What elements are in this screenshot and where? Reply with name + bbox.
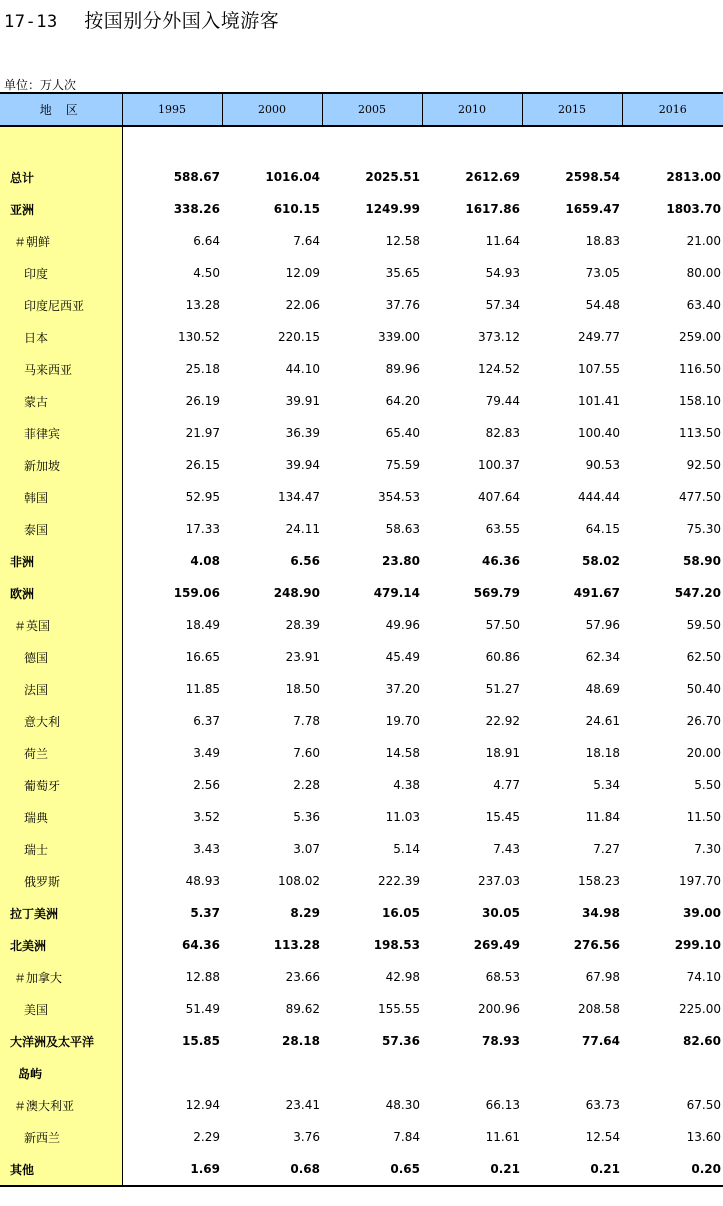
value-cell: 3.07: [293, 842, 320, 856]
table-row: [0, 577, 723, 609]
value-cell: 39.94: [285, 458, 320, 472]
header-year: 2000: [222, 93, 322, 126]
value-cell: 2813.00: [666, 170, 721, 184]
value-cell: 4.77: [493, 778, 520, 792]
value-cell: 12.88: [185, 970, 220, 984]
value-cell: 54.48: [585, 298, 620, 312]
value-cell: [322, 1057, 422, 1089]
header-year: 2010: [422, 93, 522, 126]
value-cell: 51.27: [485, 682, 520, 696]
value-cell: 75.59: [385, 458, 420, 472]
value-cell: 89.96: [385, 362, 420, 376]
value-cell: 2.28: [293, 778, 320, 792]
value-cell: 59.50: [686, 618, 721, 632]
value-cell: 101.41: [578, 394, 620, 408]
value-cell: 23.66: [285, 970, 320, 984]
value-cell: 130.52: [178, 330, 220, 344]
table-row: [0, 833, 723, 865]
header-region: 地区: [0, 93, 122, 126]
value-cell: 116.50: [679, 362, 721, 376]
value-cell: 82.83: [485, 426, 520, 440]
value-cell: 11.85: [185, 682, 220, 696]
table-row: [0, 225, 723, 257]
value-cell: 5.37: [190, 906, 220, 920]
value-cell: 39.00: [683, 906, 721, 920]
region-name: ＃朝鲜: [0, 225, 122, 257]
table-row: [0, 961, 723, 993]
header-year: 2005: [322, 93, 422, 126]
value-cell: 11.64: [485, 234, 520, 248]
value-cell: 64.20: [385, 394, 420, 408]
value-cell: 14.58: [385, 746, 420, 760]
value-cell: 2025.51: [365, 170, 420, 184]
value-cell: 37.20: [385, 682, 420, 696]
table-row: [0, 449, 723, 481]
value-cell: 3.76: [293, 1130, 320, 1144]
value-cell: 45.49: [385, 650, 420, 664]
value-cell: 259.00: [679, 330, 721, 344]
region-name: 岛屿: [0, 1057, 122, 1089]
region-name: 非洲: [0, 545, 122, 577]
value-cell: 48.30: [385, 1098, 420, 1112]
value-cell: 7.43: [493, 842, 520, 856]
value-cell: 1617.86: [465, 202, 520, 216]
table-row: [0, 737, 723, 769]
value-cell: 0.65: [322, 1153, 422, 1186]
value-cell: 2598.54: [565, 170, 620, 184]
table-number: 17-13: [4, 12, 58, 32]
unit-label: 单位：万人次: [4, 78, 77, 92]
value-cell: 16.05: [382, 906, 420, 920]
value-cell: 67.98: [585, 970, 620, 984]
header-year: 1995: [122, 93, 222, 126]
value-cell: 7.27: [593, 842, 620, 856]
value-cell: 28.39: [285, 618, 320, 632]
value-cell: 158.23: [578, 874, 620, 888]
value-cell: 21.00: [686, 234, 721, 248]
table-row: [0, 1153, 723, 1186]
region-name: 拉丁美洲: [0, 897, 122, 929]
value-cell: 75.30: [686, 522, 721, 536]
value-cell: 354.53: [378, 490, 420, 504]
value-cell: 11.61: [485, 1130, 520, 1144]
value-cell: 3.52: [193, 810, 220, 824]
region-name: 新西兰: [0, 1121, 122, 1153]
region-name: 菲律宾: [0, 417, 122, 449]
table-row: [0, 1025, 723, 1057]
value-cell: 200.96: [478, 1002, 520, 1016]
value-cell: 2612.69: [465, 170, 520, 184]
header-row: [0, 93, 723, 126]
value-cell: 78.93: [482, 1034, 520, 1048]
value-cell: 12.58: [385, 234, 420, 248]
value-cell: 35.65: [385, 266, 420, 280]
table-row: [0, 161, 723, 193]
region-name: 荷兰: [0, 737, 122, 769]
value-cell: 12.09: [285, 266, 320, 280]
value-cell: 57.34: [485, 298, 520, 312]
value-cell: 13.28: [185, 298, 220, 312]
value-cell: 158.10: [679, 394, 721, 408]
value-cell: 0.68: [222, 1153, 322, 1186]
table-row: [0, 385, 723, 417]
value-cell: 23.91: [285, 650, 320, 664]
value-cell: 26.19: [185, 394, 220, 408]
value-cell: 222.39: [378, 874, 420, 888]
value-cell: 15.85: [182, 1034, 220, 1048]
value-cell: 107.55: [578, 362, 620, 376]
value-cell: 58.90: [683, 554, 721, 568]
value-cell: 4.08: [190, 554, 220, 568]
value-cell: 108.02: [278, 874, 320, 888]
table-row: [0, 289, 723, 321]
value-cell: 198.53: [373, 938, 420, 952]
value-cell: 11.50: [686, 810, 721, 824]
value-cell: 18.83: [585, 234, 620, 248]
value-cell: 25.18: [185, 362, 220, 376]
table-row: [0, 1057, 723, 1089]
value-cell: 610.15: [273, 202, 320, 216]
value-cell: 276.56: [573, 938, 620, 952]
value-cell: 20.00: [686, 746, 721, 760]
value-cell: 23.80: [382, 554, 420, 568]
value-cell: 4.38: [393, 778, 420, 792]
value-cell: 54.93: [485, 266, 520, 280]
region-name: 印度尼西亚: [0, 289, 122, 321]
header-year: 2015: [522, 93, 622, 126]
value-cell: 36.39: [285, 426, 320, 440]
value-cell: 249.77: [578, 330, 620, 344]
value-cell: [222, 1057, 322, 1089]
table-row: [0, 513, 723, 545]
value-cell: 90.53: [585, 458, 620, 472]
value-cell: 0.20: [622, 1153, 723, 1186]
value-cell: 3.43: [193, 842, 220, 856]
value-cell: 7.30: [694, 842, 721, 856]
region-name: 泰国: [0, 513, 122, 545]
value-cell: 6.56: [290, 554, 320, 568]
value-cell: 57.50: [485, 618, 520, 632]
region-name: 德国: [0, 641, 122, 673]
value-cell: 48.69: [585, 682, 620, 696]
value-cell: 65.40: [385, 426, 420, 440]
value-cell: 5.36: [293, 810, 320, 824]
value-cell: 19.70: [385, 714, 420, 728]
value-cell: 13.60: [686, 1130, 721, 1144]
value-cell: 11.03: [385, 810, 420, 824]
value-cell: 225.00: [679, 1002, 721, 1016]
value-cell: 1659.47: [565, 202, 620, 216]
value-cell: 63.73: [585, 1098, 620, 1112]
region-name: 葡萄牙: [0, 769, 122, 801]
value-cell: 16.65: [185, 650, 220, 664]
value-cell: [522, 1057, 622, 1089]
value-cell: 80.00: [686, 266, 721, 280]
value-cell: 50.40: [686, 682, 721, 696]
value-cell: 58.63: [385, 522, 420, 536]
value-cell: 1803.70: [666, 202, 721, 216]
value-cell: 4.50: [193, 266, 220, 280]
table-row: [0, 481, 723, 513]
value-cell: 64.15: [585, 522, 620, 536]
value-cell: 12.94: [185, 1098, 220, 1112]
value-cell: 68.53: [485, 970, 520, 984]
value-cell: 51.49: [185, 1002, 220, 1016]
value-cell: 547.20: [674, 586, 721, 600]
region-name: 印度: [0, 257, 122, 289]
value-cell: 77.64: [582, 1034, 620, 1048]
value-cell: 79.44: [485, 394, 520, 408]
value-cell: 22.06: [285, 298, 320, 312]
value-cell: 197.70: [679, 874, 721, 888]
value-cell: [622, 1057, 723, 1089]
table-row: [0, 321, 723, 353]
value-cell: 7.64: [293, 234, 320, 248]
region-name: 意大利: [0, 705, 122, 737]
value-cell: 66.13: [485, 1098, 520, 1112]
value-cell: 155.55: [378, 1002, 420, 1016]
value-cell: 220.15: [278, 330, 320, 344]
value-cell: 63.55: [485, 522, 520, 536]
value-cell: 30.05: [482, 906, 520, 920]
value-cell: 7.78: [293, 714, 320, 728]
value-cell: 159.06: [173, 586, 220, 600]
region-name: 瑞士: [0, 833, 122, 865]
value-cell: 5.50: [694, 778, 721, 792]
region-name: 欧洲: [0, 577, 122, 609]
region-name: 美国: [0, 993, 122, 1025]
table-row: [0, 801, 723, 833]
value-cell: 113.50: [679, 426, 721, 440]
region-name: 其他: [0, 1153, 122, 1186]
table-row: [0, 609, 723, 641]
region-name: 俄罗斯: [0, 865, 122, 897]
value-cell: 0.21: [422, 1153, 522, 1186]
table-row: [0, 769, 723, 801]
value-cell: 73.05: [585, 266, 620, 280]
value-cell: 57.36: [382, 1034, 420, 1048]
table-row: [0, 673, 723, 705]
value-cell: 63.40: [686, 298, 721, 312]
value-cell: 0.21: [522, 1153, 622, 1186]
value-cell: 2.56: [193, 778, 220, 792]
value-cell: 46.36: [482, 554, 520, 568]
value-cell: 113.28: [273, 938, 320, 952]
value-cell: 48.93: [185, 874, 220, 888]
table-row: [0, 705, 723, 737]
value-cell: 5.14: [393, 842, 420, 856]
region-name: ＃英国: [0, 609, 122, 641]
region-name: 蒙古: [0, 385, 122, 417]
value-cell: 208.58: [578, 1002, 620, 1016]
table-title: 按国别分外国入境游客: [84, 10, 280, 32]
table-row: [0, 1121, 723, 1153]
value-cell: 7.60: [293, 746, 320, 760]
table-row: [0, 545, 723, 577]
value-cell: 39.91: [285, 394, 320, 408]
value-cell: 18.50: [285, 682, 320, 696]
table-row: [0, 1089, 723, 1121]
value-cell: 5.34: [593, 778, 620, 792]
value-cell: [422, 1057, 522, 1089]
value-cell: 299.10: [674, 938, 721, 952]
value-cell: 6.37: [193, 714, 220, 728]
value-cell: 1016.04: [265, 170, 320, 184]
value-cell: 18.91: [485, 746, 520, 760]
table-row: [0, 417, 723, 449]
value-cell: 24.11: [285, 522, 320, 536]
value-cell: 124.52: [478, 362, 520, 376]
value-cell: 569.79: [473, 586, 520, 600]
value-cell: 74.10: [686, 970, 721, 984]
value-cell: 23.41: [285, 1098, 320, 1112]
value-cell: 479.14: [373, 586, 420, 600]
value-cell: 28.18: [282, 1034, 320, 1048]
value-cell: 237.03: [478, 874, 520, 888]
value-cell: 64.36: [182, 938, 220, 952]
value-cell: 52.95: [185, 490, 220, 504]
value-cell: 444.44: [578, 490, 620, 504]
value-cell: 100.40: [578, 426, 620, 440]
table-row: [0, 193, 723, 225]
value-cell: 92.50: [686, 458, 721, 472]
value-cell: 491.67: [573, 586, 620, 600]
value-cell: 1.69: [122, 1153, 222, 1186]
table-row: [0, 641, 723, 673]
value-cell: 269.49: [473, 938, 520, 952]
value-cell: 62.34: [585, 650, 620, 664]
value-cell: 26.70: [686, 714, 721, 728]
value-cell: 37.76: [385, 298, 420, 312]
value-cell: 49.96: [385, 618, 420, 632]
value-cell: 60.86: [485, 650, 520, 664]
value-cell: 82.60: [683, 1034, 721, 1048]
value-cell: 134.47: [278, 490, 320, 504]
value-cell: 18.49: [185, 618, 220, 632]
value-cell: 24.61: [585, 714, 620, 728]
value-cell: 42.98: [385, 970, 420, 984]
spacer-cell: [0, 126, 122, 161]
table-row: [0, 353, 723, 385]
value-cell: 18.18: [585, 746, 620, 760]
table-row: [0, 865, 723, 897]
header-year: 2016: [622, 93, 723, 126]
region-name: 马来西亚: [0, 353, 122, 385]
table-row: [0, 897, 723, 929]
region-name: 日本: [0, 321, 122, 353]
page-title: [4, 6, 279, 33]
data-table: [0, 92, 723, 1187]
value-cell: 22.92: [485, 714, 520, 728]
value-cell: 7.84: [393, 1130, 420, 1144]
value-cell: 21.97: [185, 426, 220, 440]
region-name: 新加坡: [0, 449, 122, 481]
table-row: [0, 993, 723, 1025]
value-cell: 248.90: [273, 586, 320, 600]
value-cell: [122, 1057, 222, 1089]
region-name: 瑞典: [0, 801, 122, 833]
value-cell: 58.02: [582, 554, 620, 568]
value-cell: 588.67: [173, 170, 220, 184]
table-row: [0, 257, 723, 289]
region-name: ＃加拿大: [0, 961, 122, 993]
value-cell: 12.54: [585, 1130, 620, 1144]
spacer-row: [0, 126, 723, 161]
value-cell: 44.10: [285, 362, 320, 376]
region-name: 大洋洲及太平洋: [0, 1025, 122, 1057]
value-cell: 407.64: [478, 490, 520, 504]
region-name: 亚洲: [0, 193, 122, 225]
value-cell: 373.12: [478, 330, 520, 344]
table-row: [0, 929, 723, 961]
value-cell: 15.45: [485, 810, 520, 824]
value-cell: 34.98: [582, 906, 620, 920]
value-cell: 26.15: [185, 458, 220, 472]
value-cell: 339.00: [378, 330, 420, 344]
value-cell: 57.96: [585, 618, 620, 632]
value-cell: 2.29: [193, 1130, 220, 1144]
value-cell: 67.50: [686, 1098, 721, 1112]
region-name: 法国: [0, 673, 122, 705]
value-cell: 11.84: [585, 810, 620, 824]
region-name: 韩国: [0, 481, 122, 513]
value-cell: 477.50: [679, 490, 721, 504]
value-cell: 62.50: [686, 650, 721, 664]
table-body: [0, 126, 723, 1186]
value-cell: 100.37: [478, 458, 520, 472]
region-name: ＃澳大利亚: [0, 1089, 122, 1121]
value-cell: 17.33: [185, 522, 220, 536]
value-cell: 3.49: [193, 746, 220, 760]
value-cell: 8.29: [290, 906, 320, 920]
value-cell: 6.64: [193, 234, 220, 248]
region-name: 总计: [0, 161, 122, 193]
value-cell: 89.62: [285, 1002, 320, 1016]
value-cell: 1249.99: [365, 202, 420, 216]
region-name: 北美洲: [0, 929, 122, 961]
value-cell: 338.26: [173, 202, 220, 216]
